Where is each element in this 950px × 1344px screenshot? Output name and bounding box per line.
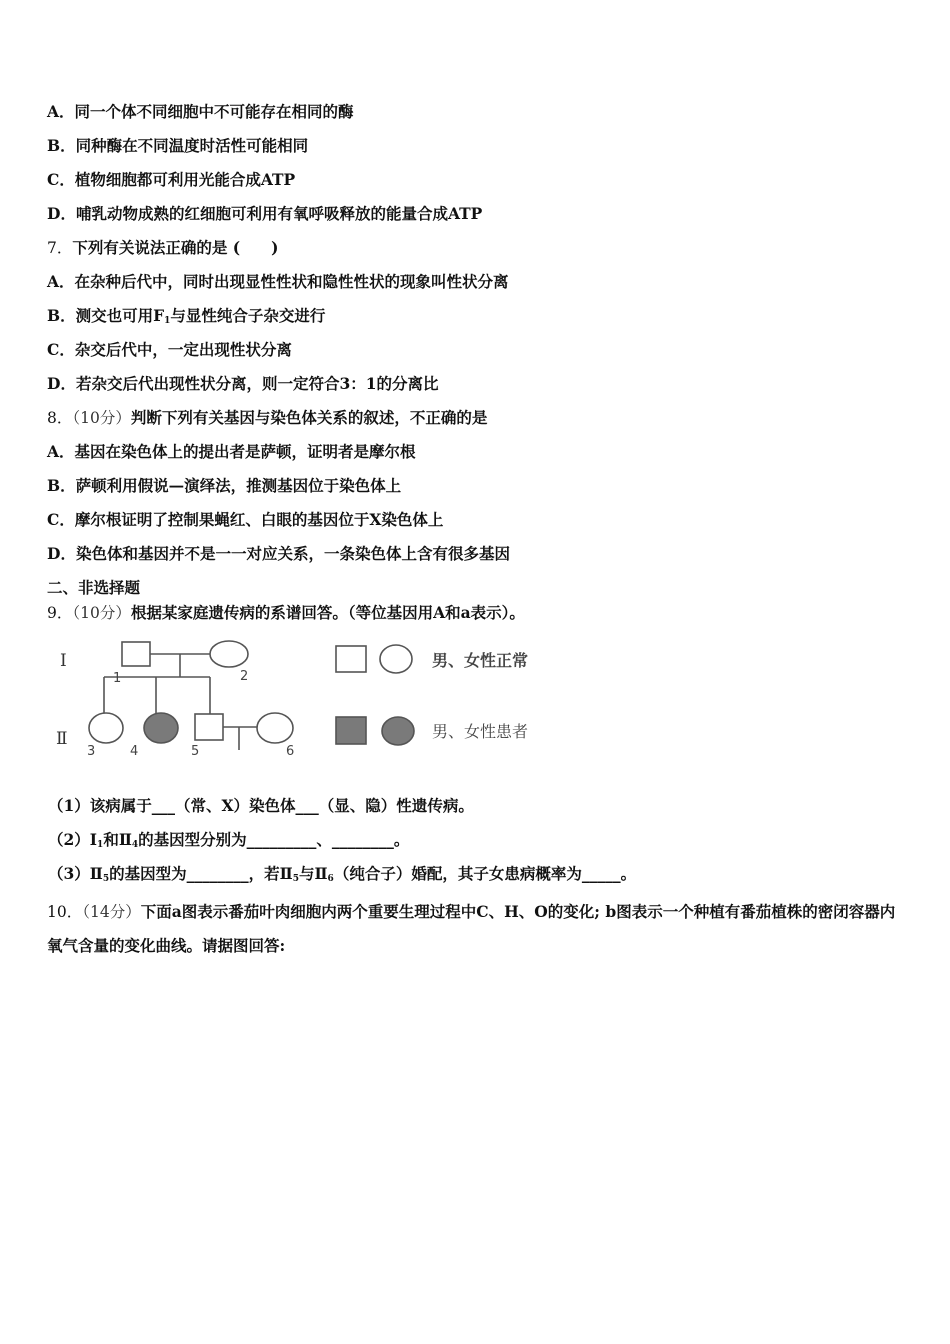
q6-option-a: A．同一个体不同细胞中不可能存在相同的酶	[47, 102, 354, 121]
q7-option-c: C．杂交后代中，一定出现性状分离	[47, 340, 292, 359]
label-5: 5	[191, 744, 200, 759]
q7-option-a: A．在杂种后代中，同时出现显性性状和隐性性状的现象叫性状分离	[47, 272, 509, 291]
label-2: 2	[240, 669, 249, 684]
label-1: 1	[113, 671, 122, 686]
pedigree-chart	[50, 640, 310, 765]
individual-I2-female-normal	[210, 641, 248, 667]
q6-option-b: B．同种酶在不同温度时活性可能相同	[47, 136, 309, 155]
individual-II6-female-normal	[257, 713, 293, 743]
legend-affected-label: 男、女性患者	[432, 722, 529, 741]
label-3: 3	[87, 744, 96, 759]
section-heading: 二、非选择题	[47, 578, 141, 597]
q8-option-a: A．基因在染色体上的提出者是萨顿，证明者是摩尔根	[47, 442, 416, 461]
q9-stem: 9．（10分）根据某家庭遗传病的系谱回答。（等位基因用A和a表示）。	[47, 603, 525, 622]
q9-sub2: $(2)Ⅰ_1$和$Ⅱ_4$的基因型分别为_________、________。	[48, 830, 410, 850]
q6-option-d: D．哺乳动物成熟的红细胞可利用有氧呼吸释放的能量合成ATP	[47, 204, 483, 223]
legend-male-normal-symbol	[336, 646, 366, 672]
legend-normal-label: 男、女性正常	[432, 651, 529, 670]
q9-sub3: $(3)Ⅱ_5$的基因型为________，若$Ⅱ_5$与$Ⅱ_6$（纯合子）婚配，其子女患病概率为_____。	[48, 864, 637, 884]
individual-I1-male-normal	[122, 642, 150, 666]
q8-option-d: D．染色体和基因并不是一一对应关系，一条染色体上含有很多基因	[47, 544, 510, 563]
q8-option-b: B．萨顿利用假说—演绎法，推测基因位于染色体上	[47, 476, 402, 495]
q9-sub1: （1）该病属于___（常、X）染色体___（显、隐）性遗传病。	[48, 796, 474, 815]
individual-II4-female-affected	[144, 713, 178, 743]
q8-option-c: C．摩尔根证明了控制果蝇红、白眼的基因位于X染色体上	[47, 510, 444, 529]
legend-female-normal-symbol	[380, 645, 412, 673]
legend-female-affected-symbol	[382, 717, 414, 745]
generation-1-label: Ⅰ	[60, 651, 67, 671]
q7-option-b: B．测交也可用$F_1$与显性纯合子杂交进行	[47, 306, 326, 326]
individual-II3-female-normal	[89, 713, 123, 743]
q7-stem: 7．下列有关说法正确的是 ( )	[47, 238, 279, 257]
individual-II5-male-normal	[195, 714, 223, 740]
label-4: 4	[130, 744, 139, 759]
label-6: 6	[286, 744, 295, 759]
generation-2-label: Ⅱ	[56, 729, 68, 749]
q7-option-d: D．若杂交后代出现性状分离，则一定符合3：1的分离比	[47, 374, 439, 393]
q10-stem: 10．（14分）下面a图表示番茄叶肉细胞内两个重要生理过程中C、H、O的变化; b图表示一个种植有番茄植株的密闭容器内氧气含量的变化曲线。请据图回答:	[47, 902, 896, 955]
legend-male-affected-symbol	[336, 717, 366, 744]
q6-option-c: C．植物细胞都可利用光能合成ATP	[47, 170, 296, 189]
q8-stem: 8．（10分）判断下列有关基因与染色体关系的叙述，不正确的是	[47, 408, 488, 427]
pedigree-legend	[330, 640, 570, 755]
